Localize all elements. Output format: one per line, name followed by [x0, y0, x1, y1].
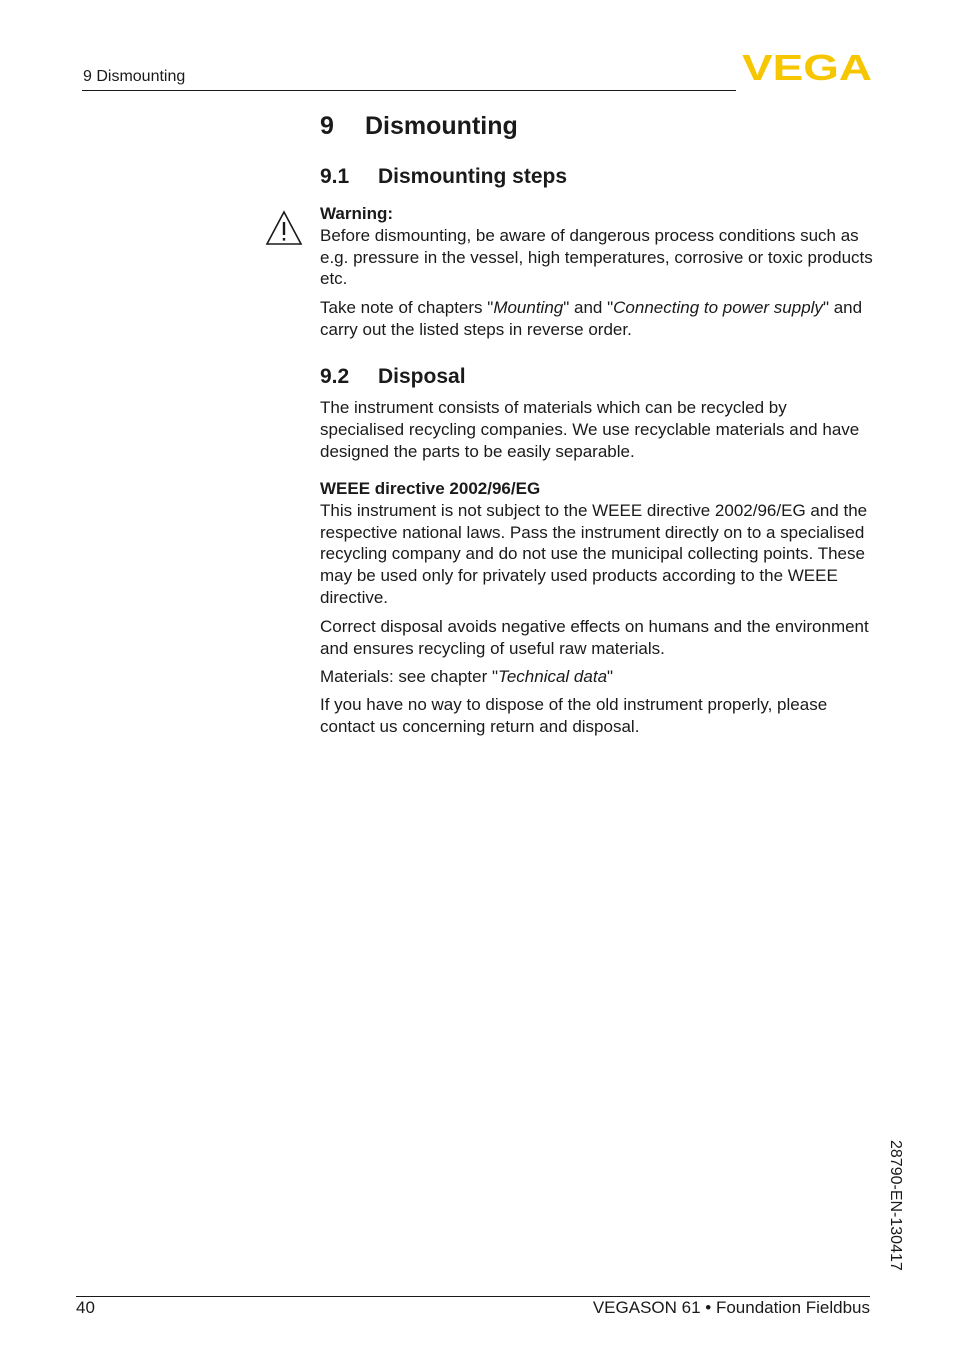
- materials-suffix: ": [607, 667, 614, 686]
- chapter-ref-power-supply: Connecting to power supply: [613, 298, 823, 317]
- section-heading-dismounting-steps: [320, 165, 567, 189]
- warning-triangle-icon: [265, 210, 303, 246]
- contact-note: [320, 694, 875, 738]
- section-number: 9.2: [320, 365, 350, 388]
- weee-block: [320, 478, 875, 609]
- footer-rule: [76, 1296, 870, 1297]
- warning-text: Before dismounting, be aware of dangerous process conditions such as e.g. pressure in the vessel, high temperatures, corrosive or toxic products etc.: [320, 225, 873, 289]
- materials-prefix: Materials: see chapter ": [320, 667, 499, 686]
- disposal-intro-text: The instrument consists of materials which can be recycled by specialised recycling companies. We use recyclable materials and have designed the parts to be easily separable.: [320, 398, 860, 461]
- chapter-ref-technical-data: Technical data: [498, 667, 608, 686]
- chapter-title: Dismounting: [365, 112, 518, 140]
- section-title: Dismounting steps: [378, 165, 568, 188]
- header-rule: [82, 90, 736, 91]
- chapter-heading: [320, 112, 518, 141]
- weee-text: This instrument is not subject to the WEEE directive 2002/96/EG and the respective national laws. Pass the instrument directly on to a specialised recycling company and do not use the municipal collecting points. These may be used only for privately used products according to the WEEE directive.: [320, 500, 868, 607]
- vega-logo-text: VEGA: [742, 52, 872, 82]
- warning-heading: Warning:: [320, 204, 394, 223]
- section-number: 9.1: [320, 165, 350, 188]
- contact-text: If you have no way to dispose of the old instrument properly, please contact us concerning return and disposal.: [320, 695, 828, 736]
- vega-logo: [742, 52, 872, 82]
- disposal-intro: [320, 397, 875, 462]
- dismount-note: [320, 297, 875, 341]
- weee-heading: WEEE directive 2002/96/EG: [320, 479, 541, 498]
- correct-disposal-text: Correct disposal avoids negative effects on humans and the environment and ensures recycling of useful raw materials.: [320, 617, 869, 658]
- chapter-number: 9: [320, 112, 334, 140]
- page-number: 40: [76, 1298, 95, 1317]
- materials-note: [320, 666, 875, 688]
- correct-disposal: [320, 616, 875, 660]
- warning-block: [320, 203, 875, 290]
- document-code: 28790-EN-130417: [887, 1140, 904, 1271]
- section-title: Disposal: [378, 365, 466, 388]
- footer-doc-title: VEGASON 61 • Foundation Fieldbus: [592, 1298, 870, 1317]
- note-suffix: " and carry out the listed steps in reverse order.: [320, 298, 863, 339]
- section-heading-disposal: [320, 365, 466, 389]
- chapter-ref-mounting: Mounting: [493, 298, 564, 317]
- header-section-label: 9 Dismounting: [83, 68, 186, 85]
- note-middle: " and ": [563, 298, 614, 317]
- note-prefix: Take note of chapters ": [320, 298, 494, 317]
